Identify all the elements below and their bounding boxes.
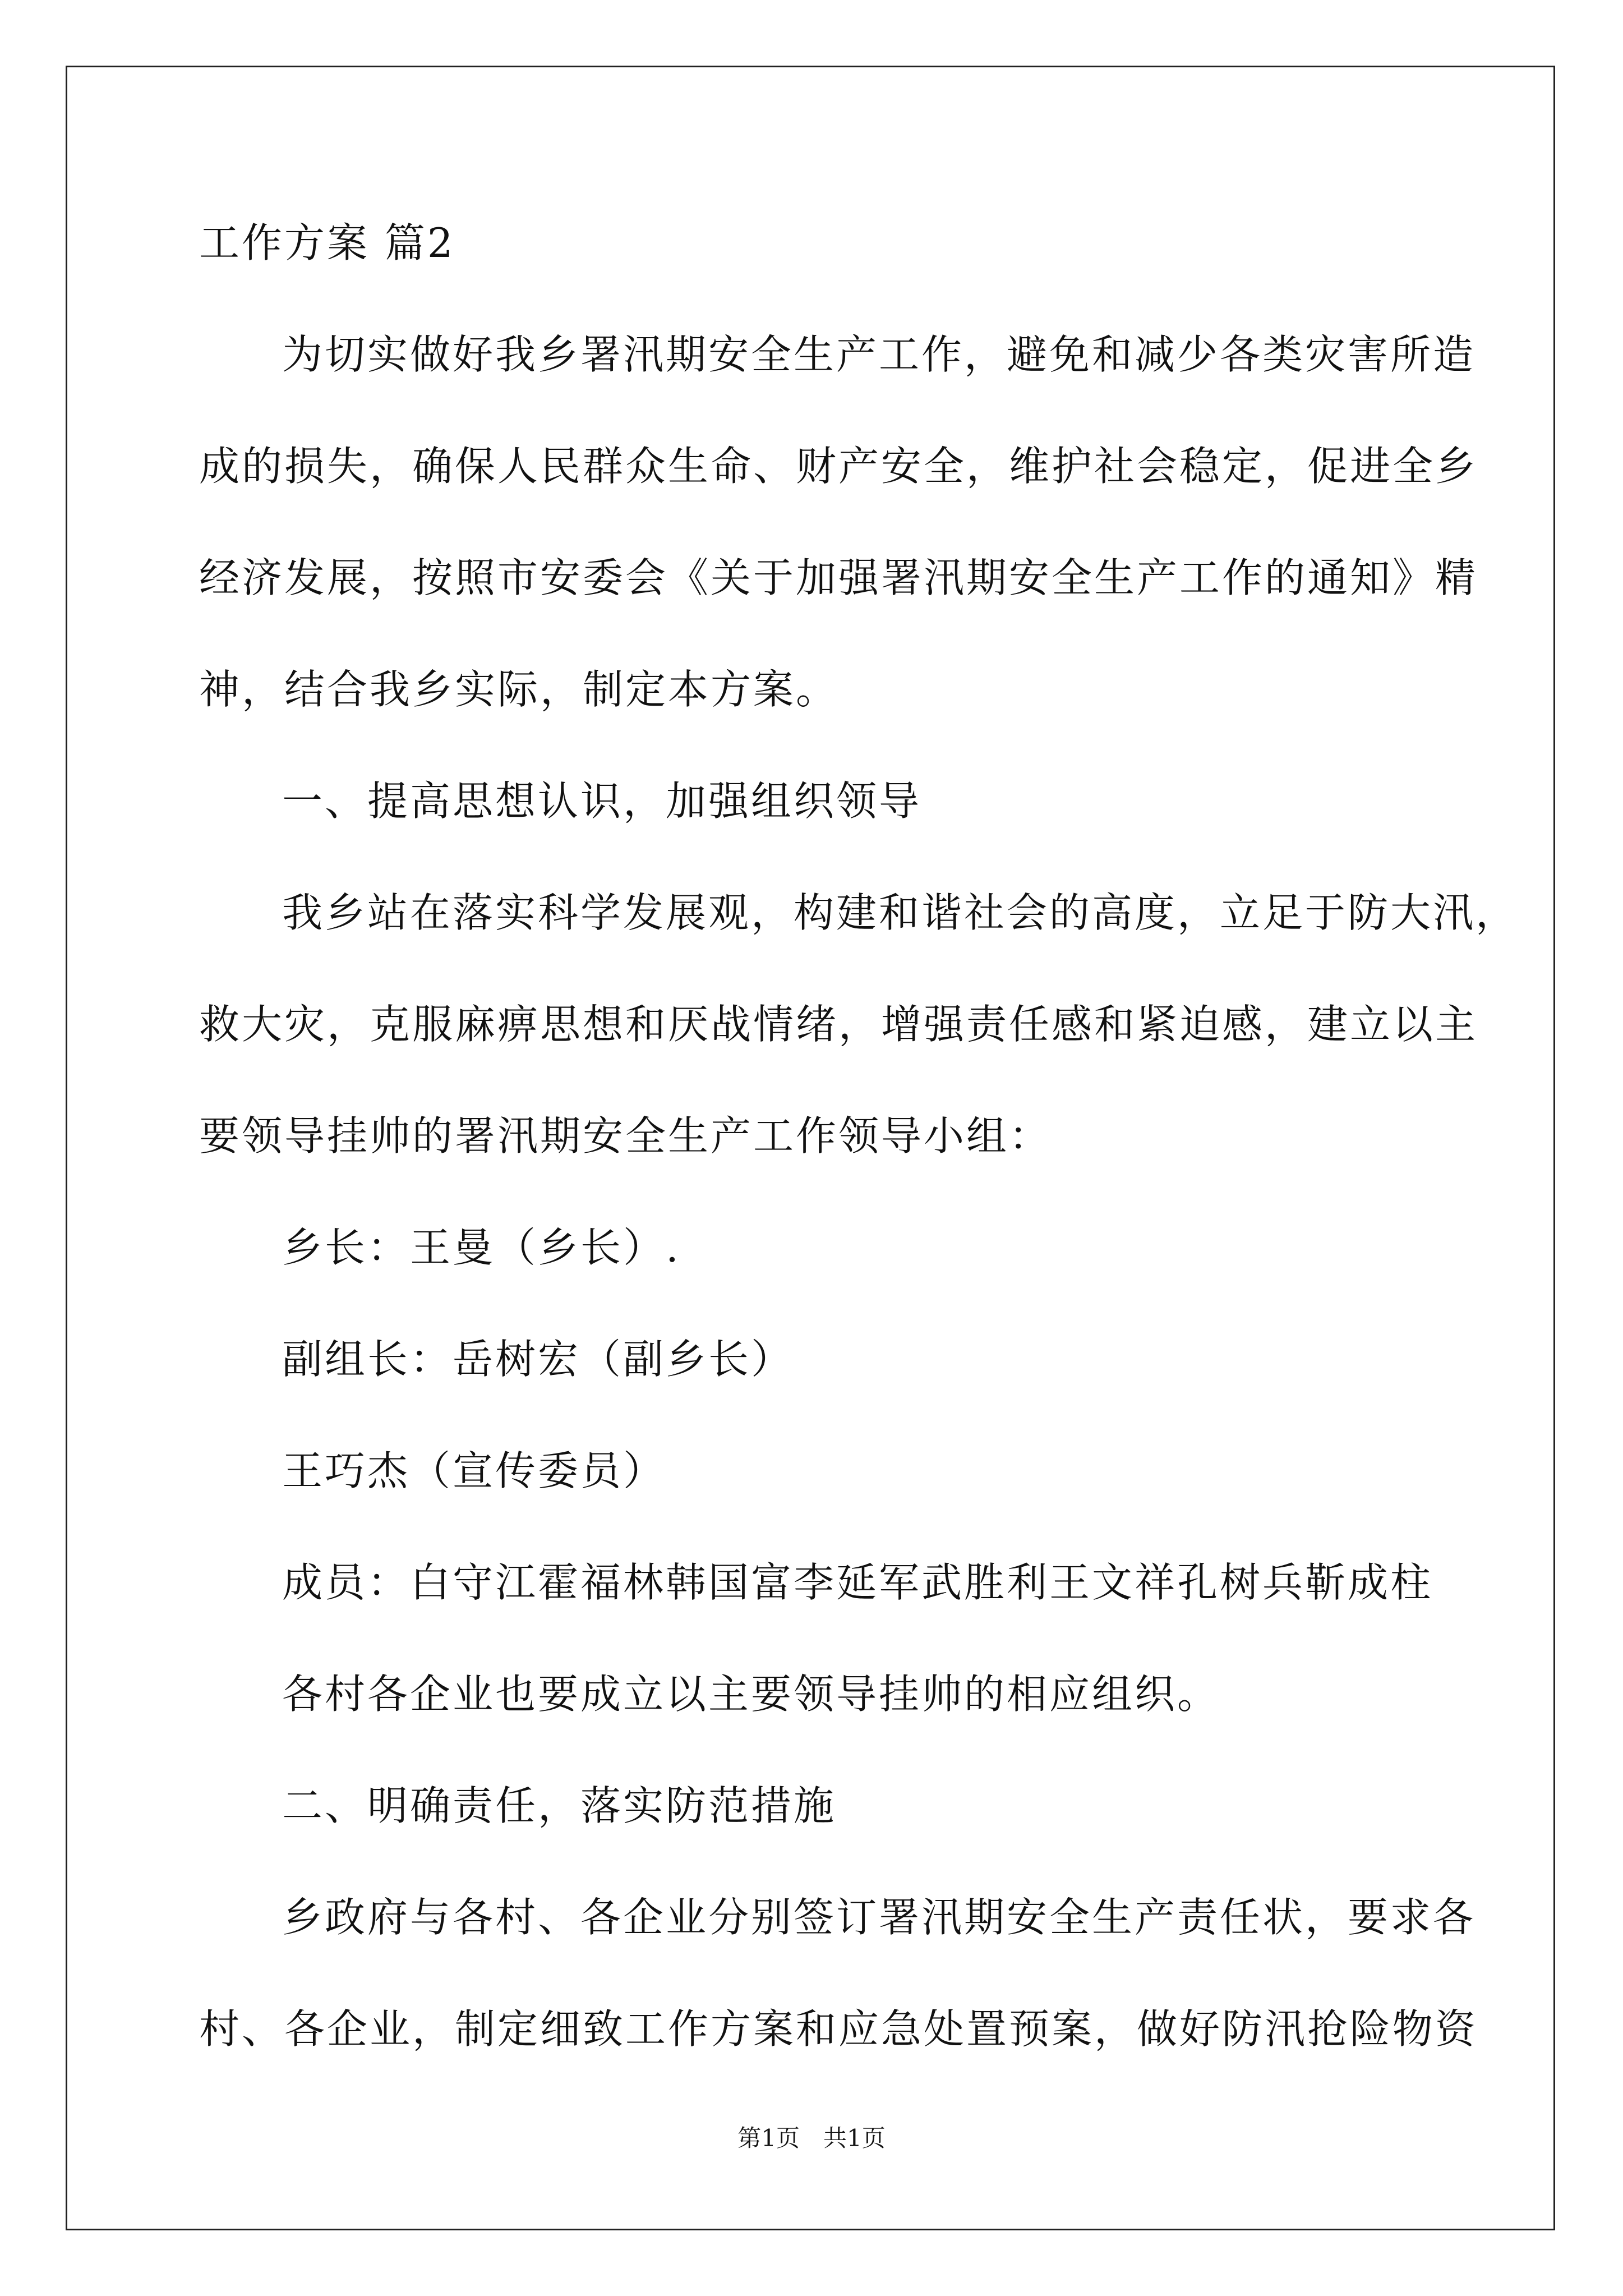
text-line: 要领导挂帅的署汛期安全生产工作领导小组： (199, 1112, 1052, 1159)
text-line: 二、明确责任，落实防范措施 (282, 1782, 837, 1829)
text-line: 为切实做好我乡署汛期安全生产工作，避免和减少各类灾害所造 (282, 331, 1476, 378)
text-line: 村、各企业，制定细致工作方案和应急处置预案，做好防汛抢险物资 (199, 2005, 1478, 2053)
text-line: 乡长：王曼（乡长）. (282, 1224, 681, 1271)
text-line: 乡政府与各村、各企业分别签订署汛期安全生产责任状，要求各 (282, 1894, 1476, 1941)
text-line: 各村各企业也要成立以主要领导挂帅的相应组织。 (282, 1671, 1220, 1718)
text-line: 我乡站在落实科学发展观，构建和谐社会的高度，立足于防大汛， (282, 889, 1519, 936)
text-line: 救大灾，克服麻痹思想和厌战情绪，增强责任感和紧迫感，建立以主 (199, 1001, 1478, 1048)
text-line: 经济发展，按照市安委会《关于加强署汛期安全生产工作的通知》精 (199, 554, 1478, 601)
text-line: 神，结合我乡实际，制定本方案。 (199, 666, 839, 713)
text-line: 一、提高思想认识，加强组织领导 (282, 777, 922, 825)
paragraph-lines (199, 326, 1519, 2057)
text-line: 成员：白守江霍福林韩国富李延军武胜利王文祥孔树兵靳成柱 (282, 1559, 1433, 1606)
text-line: 副组长：岳树宏（副乡长） (282, 1336, 794, 1383)
document-body (199, 215, 1519, 2113)
document-title: 工作方案 篇2 (199, 219, 455, 266)
text-line: 王巧杰（宣传委员） (282, 1447, 666, 1494)
text-line: 成的损失，确保人民群众生命、财产安全，维护社会稳定，促进全乡 (199, 443, 1478, 490)
page-footer: 第1页 共1页 (737, 2124, 886, 2152)
